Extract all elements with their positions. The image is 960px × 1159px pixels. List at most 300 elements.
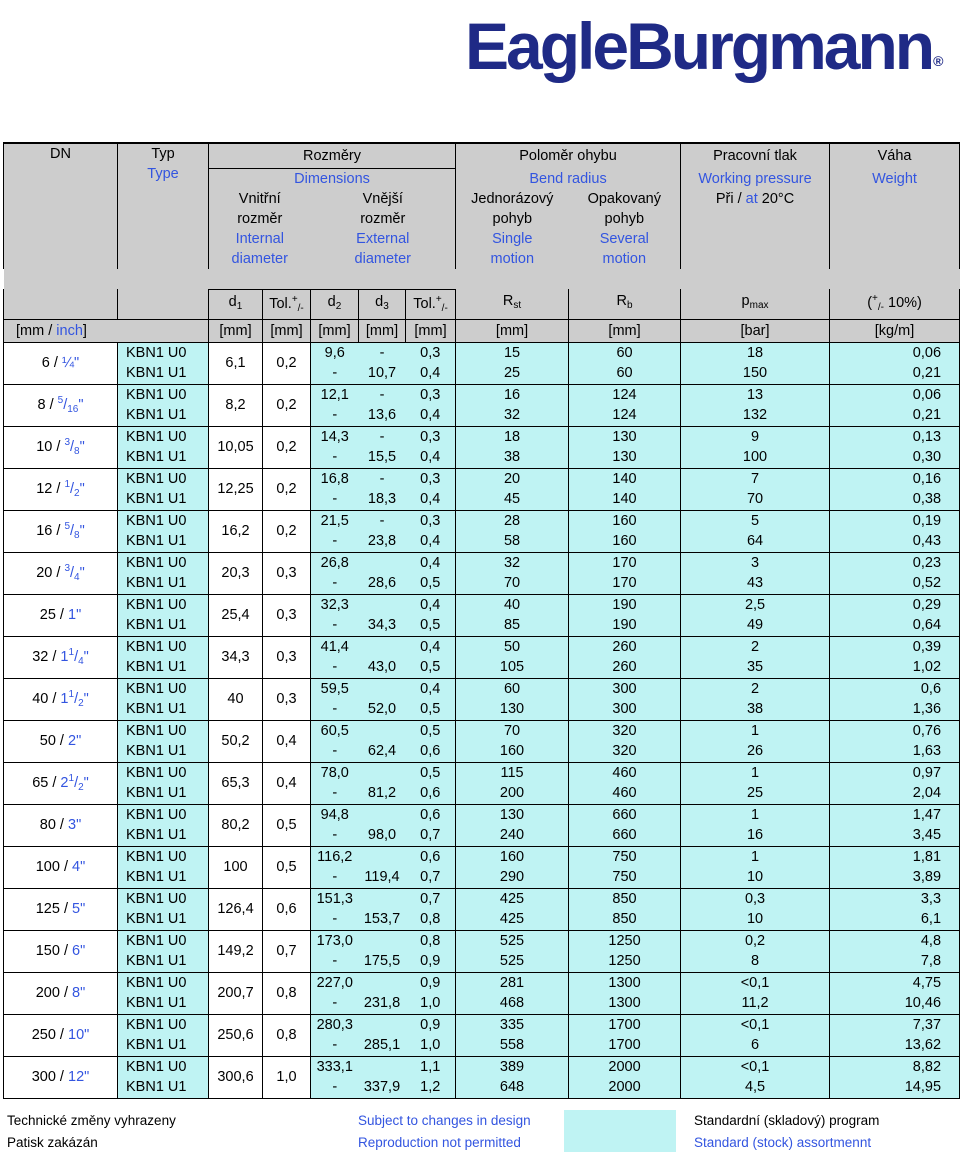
header-dn: DN	[4, 143, 118, 269]
type-cell: KBN1 U1	[118, 699, 209, 720]
d3-cell: 52,0	[359, 699, 406, 720]
rst-cell: 648	[456, 1077, 569, 1098]
weight-cell: 0,76	[830, 720, 960, 741]
d3-cell	[359, 888, 406, 909]
d2-cell: 78,0	[311, 762, 359, 783]
d1-cell: 80,2	[209, 804, 263, 846]
pmax-cell: 35	[681, 657, 830, 678]
symbol-type-blank	[118, 289, 209, 319]
footer	[0, 1110, 960, 1156]
type-cell: KBN1 U1	[118, 993, 209, 1014]
type-cell: KBN1 U0	[118, 888, 209, 909]
dn-inch: $^3/_4$"	[64, 562, 85, 583]
weight-cell: 0,97	[830, 762, 960, 783]
dn-inch: 10"	[68, 1027, 90, 1043]
pmax-cell: 150	[681, 363, 830, 384]
d1-cell: 149,2	[209, 930, 263, 972]
tol2-cell: 0,4	[406, 552, 456, 573]
d2-cell: -	[311, 405, 359, 426]
d1-cell: 16,2	[209, 510, 263, 552]
weight-cell: 0,43	[830, 531, 960, 552]
d2-cell: 60,5	[311, 720, 359, 741]
weight-cell: 0,16	[830, 468, 960, 489]
rst-cell: 45	[456, 489, 569, 510]
tol2-cell: 0,4	[406, 447, 456, 468]
footer-standard-en: Standard (stock) assortmennt	[694, 1135, 872, 1150]
type-cell: KBN1 U0	[118, 468, 209, 489]
d2-cell: -	[311, 615, 359, 636]
pmax-cell: 13	[681, 384, 830, 405]
pmax-cell: 9	[681, 426, 830, 447]
rst-cell: 200	[456, 783, 569, 804]
tol1-cell: 0,3	[263, 552, 311, 594]
d1-cell: 100	[209, 846, 263, 888]
type-cell: KBN1 U0	[118, 1056, 209, 1077]
pmax-cell: 49	[681, 615, 830, 636]
dn-mm: 25	[39, 607, 56, 623]
table-row	[4, 342, 960, 363]
rst-cell: 40	[456, 594, 569, 615]
d2-cell: -	[311, 531, 359, 552]
header-internal-en: Internal diameter	[209, 229, 311, 269]
tol1-cell: 0,3	[263, 678, 311, 720]
dn-cell: $20 / ^3/_4$"	[4, 552, 118, 594]
d1-cell: 20,3	[209, 552, 263, 594]
dn-cell: $10 / ^3/_8$"	[4, 426, 118, 468]
header-external-en: External diameter	[311, 229, 456, 269]
symbol-d3: $d_3$	[359, 289, 406, 319]
table-row	[4, 909, 960, 930]
d2-cell: -	[311, 909, 359, 930]
rst-cell: 50	[456, 636, 569, 657]
unit-d2: [mm]	[311, 319, 359, 342]
dn-mm: 8	[37, 396, 46, 413]
rst-cell: 115	[456, 762, 569, 783]
dn-mm: 32	[32, 648, 49, 665]
type-cell: KBN1 U0	[118, 342, 209, 363]
dn-inch: 12"	[68, 1069, 90, 1085]
weight-cell: 1,63	[830, 741, 960, 762]
table-row	[4, 783, 960, 804]
d2-cell: -	[311, 1077, 359, 1098]
d2-cell: -	[311, 489, 359, 510]
dn-mm: 250	[31, 1027, 56, 1043]
header-dimensions-cz: Rozměry	[209, 143, 456, 169]
type-cell: KBN1 U1	[118, 951, 209, 972]
tol1-cell: 0,3	[263, 636, 311, 678]
tol2-cell: 0,6	[406, 846, 456, 867]
d3-cell: 13,6	[359, 405, 406, 426]
rb-cell: 850	[569, 888, 681, 909]
d2-cell: 26,8	[311, 552, 359, 573]
rst-cell: 28	[456, 510, 569, 531]
type-cell: KBN1 U0	[118, 1014, 209, 1035]
dn-cell: 200 / 8"	[4, 972, 118, 1014]
weight-cell: 7,37	[830, 1014, 960, 1035]
table-row	[4, 468, 960, 489]
dn-mm: 100	[35, 859, 60, 875]
unit-weight: [kg/m]	[830, 319, 960, 342]
tol2-cell: 0,5	[406, 762, 456, 783]
d1-cell: 12,25	[209, 468, 263, 510]
rb-cell: 660	[569, 825, 681, 846]
table-row	[4, 426, 960, 447]
header-single-cz-2: pohyb	[456, 209, 569, 229]
pmax-cell: 11,2	[681, 993, 830, 1014]
d2-cell: 173,0	[311, 930, 359, 951]
rb-cell: 750	[569, 846, 681, 867]
rb-cell: 1300	[569, 972, 681, 993]
dn-mm: 50	[39, 733, 56, 749]
pmax-cell: 64	[681, 531, 830, 552]
dn-inch: ¼"	[61, 355, 80, 371]
d3-cell: 231,8	[359, 993, 406, 1014]
pmax-cell: 16	[681, 825, 830, 846]
tol1-cell: 0,2	[263, 426, 311, 468]
type-cell: KBN1 U1	[118, 909, 209, 930]
pmax-cell: 1	[681, 804, 830, 825]
table-row	[4, 1056, 960, 1077]
d2-cell: 32,3	[311, 594, 359, 615]
dn-cell: $65 / 2^1/_2$"	[4, 762, 118, 804]
tol1-cell: 0,5	[263, 804, 311, 846]
weight-cell: 0,38	[830, 489, 960, 510]
table-row	[4, 825, 960, 846]
d3-cell	[359, 846, 406, 867]
rst-cell: 85	[456, 615, 569, 636]
dn-cell: 300 / 12"	[4, 1056, 118, 1098]
rst-cell: 389	[456, 1056, 569, 1077]
rst-cell: 130	[456, 804, 569, 825]
tol2-cell: 0,4	[406, 531, 456, 552]
tol2-cell: 0,9	[406, 1014, 456, 1035]
rst-cell: 15	[456, 342, 569, 363]
d3-cell: 62,4	[359, 741, 406, 762]
dn-inch: $1^1/_4$"	[60, 646, 89, 667]
tol2-cell: 0,3	[406, 510, 456, 531]
unit-tol2: [mm]	[406, 319, 456, 342]
table-row	[4, 552, 960, 573]
header-weight-en: Weight	[830, 169, 960, 190]
table-row	[4, 363, 960, 384]
header-external-cz-1: Vnější	[311, 189, 456, 209]
rb-cell: 60	[569, 363, 681, 384]
rst-cell: 240	[456, 825, 569, 846]
footer-standard-cz: Standardní (skladový) program	[694, 1113, 880, 1128]
rb-cell: 190	[569, 594, 681, 615]
rst-cell: 20	[456, 468, 569, 489]
tol1-cell: 0,4	[263, 720, 311, 762]
header-several-cz-1: Opakovaný	[569, 189, 681, 209]
tol2-cell: 0,4	[406, 489, 456, 510]
d3-cell: 28,6	[359, 573, 406, 594]
unit-d3: [mm]	[359, 319, 406, 342]
type-cell: KBN1 U1	[118, 531, 209, 552]
type-cell: KBN1 U0	[118, 678, 209, 699]
d2-cell: 333,1	[311, 1056, 359, 1077]
symbol-dn-blank	[4, 289, 118, 319]
d3-cell	[359, 678, 406, 699]
table-row	[4, 741, 960, 762]
unit-tol1: [mm]	[263, 319, 311, 342]
type-cell: KBN1 U0	[118, 930, 209, 951]
dn-inch: 2"	[68, 733, 82, 749]
tol2-cell: 0,5	[406, 615, 456, 636]
rb-cell: 1250	[569, 951, 681, 972]
symbol-d1: $d_1$	[209, 289, 263, 319]
eagleburgmann-logo	[465, 9, 944, 83]
tol2-cell: 1,0	[406, 1035, 456, 1056]
rb-cell: 170	[569, 552, 681, 573]
dn-mm: 40	[32, 690, 49, 707]
weight-cell: 10,46	[830, 993, 960, 1014]
pmax-cell: <0,1	[681, 1056, 830, 1077]
pmax-cell: 2	[681, 678, 830, 699]
pmax-cell: 4,5	[681, 1077, 830, 1098]
symbol-tol2: $Tol.^+_{/-}$	[406, 289, 456, 319]
type-cell: KBN1 U1	[118, 405, 209, 426]
spec-rows	[4, 342, 960, 1098]
table-row	[4, 846, 960, 867]
logo-text: EagleBurgmann	[465, 9, 933, 83]
pmax-cell: 38	[681, 699, 830, 720]
pmax-cell: 43	[681, 573, 830, 594]
rst-cell: 58	[456, 531, 569, 552]
tol2-cell: 0,7	[406, 825, 456, 846]
type-cell: KBN1 U0	[118, 972, 209, 993]
rb-cell: 130	[569, 426, 681, 447]
type-cell: KBN1 U0	[118, 636, 209, 657]
table-row	[4, 951, 960, 972]
rst-cell: 105	[456, 657, 569, 678]
rst-cell: 16	[456, 384, 569, 405]
pmax-cell: 10	[681, 867, 830, 888]
weight-cell: 0,06	[830, 342, 960, 363]
d3-cell: 34,3	[359, 615, 406, 636]
header-single-cz-1: Jednorázový	[456, 189, 569, 209]
dn-cell: 6 / ¼"	[4, 342, 118, 384]
unit-dn: [mm / inch]	[4, 319, 209, 342]
rst-cell: 525	[456, 930, 569, 951]
dn-cell: 80 / 3"	[4, 804, 118, 846]
rb-cell: 1250	[569, 930, 681, 951]
d3-cell: 153,7	[359, 909, 406, 930]
dn-inch: 8"	[72, 985, 86, 1001]
table-row	[4, 510, 960, 531]
unit-pmax: [bar]	[681, 319, 830, 342]
d3-cell	[359, 930, 406, 951]
d2-cell: 94,8	[311, 804, 359, 825]
weight-cell: 6,1	[830, 909, 960, 930]
hose-spec-table	[3, 142, 960, 1099]
d3-cell	[359, 972, 406, 993]
rb-cell: 460	[569, 762, 681, 783]
rst-cell: 32	[456, 552, 569, 573]
d3-cell: 23,8	[359, 531, 406, 552]
tol2-cell: 1,0	[406, 993, 456, 1014]
dn-mm: 10	[36, 438, 53, 455]
pmax-cell: <0,1	[681, 972, 830, 993]
rst-cell: 425	[456, 909, 569, 930]
type-cell: KBN1 U1	[118, 657, 209, 678]
rb-cell: 124	[569, 405, 681, 426]
dn-mm: 200	[35, 985, 60, 1001]
pmax-cell: <0,1	[681, 1014, 830, 1035]
rst-cell: 38	[456, 447, 569, 468]
rst-cell: 70	[456, 573, 569, 594]
d1-cell: 65,3	[209, 762, 263, 804]
weight-cell: 8,82	[830, 1056, 960, 1077]
d1-cell: 8,2	[209, 384, 263, 426]
table-row	[4, 1014, 960, 1035]
footer-reproduction-en: Reproduction not permitted	[358, 1135, 521, 1150]
d2-cell: 16,8	[311, 468, 359, 489]
rb-cell: 160	[569, 510, 681, 531]
table-row	[4, 384, 960, 405]
rst-cell: 468	[456, 993, 569, 1014]
rb-cell: 140	[569, 468, 681, 489]
d3-cell: -	[359, 426, 406, 447]
table-row	[4, 720, 960, 741]
weight-cell: 0,64	[830, 615, 960, 636]
symbol-rb: $R_b$	[569, 289, 681, 319]
rb-cell: 190	[569, 615, 681, 636]
dn-mm: 125	[35, 901, 60, 917]
rb-cell: 260	[569, 657, 681, 678]
rst-cell: 290	[456, 867, 569, 888]
table-row	[4, 657, 960, 678]
dn-cell: 250 / 10"	[4, 1014, 118, 1056]
dn-mm: 80	[39, 817, 56, 833]
d3-cell: 98,0	[359, 825, 406, 846]
d2-cell: 227,0	[311, 972, 359, 993]
rst-cell: 281	[456, 972, 569, 993]
tol2-cell: 0,6	[406, 783, 456, 804]
d3-cell	[359, 1056, 406, 1077]
d3-cell: 175,5	[359, 951, 406, 972]
weight-cell: 4,75	[830, 972, 960, 993]
type-cell: KBN1 U1	[118, 1035, 209, 1056]
weight-cell: 0,19	[830, 510, 960, 531]
type-cell: KBN1 U0	[118, 804, 209, 825]
pmax-cell: 132	[681, 405, 830, 426]
table-row	[4, 1035, 960, 1056]
pmax-cell: 0,2	[681, 930, 830, 951]
header-several-en: Several motion	[569, 229, 681, 269]
unit-rb: [mm]	[569, 319, 681, 342]
tol2-cell: 0,5	[406, 720, 456, 741]
rb-cell: 300	[569, 678, 681, 699]
tol2-cell: 1,2	[406, 1077, 456, 1098]
type-cell: KBN1 U1	[118, 867, 209, 888]
rst-cell: 60	[456, 678, 569, 699]
d3-cell: -	[359, 342, 406, 363]
type-cell: KBN1 U1	[118, 573, 209, 594]
dn-cell: $16 / ^5/_8$"	[4, 510, 118, 552]
rst-cell: 70	[456, 720, 569, 741]
d1-cell: 34,3	[209, 636, 263, 678]
weight-cell: 0,29	[830, 594, 960, 615]
header-single-en: Single motion	[456, 229, 569, 269]
header-working-pressure-cz: Pracovní tlak	[681, 143, 830, 169]
type-cell: KBN1 U1	[118, 741, 209, 762]
pmax-cell: 8	[681, 951, 830, 972]
pmax-cell: 18	[681, 342, 830, 363]
header-external-cz-2: rozměr	[311, 209, 456, 229]
d3-cell	[359, 1014, 406, 1035]
type-cell: KBN1 U0	[118, 510, 209, 531]
rb-cell: 2000	[569, 1056, 681, 1077]
d3-cell	[359, 720, 406, 741]
dn-cell: 150 / 6"	[4, 930, 118, 972]
type-cell: KBN1 U1	[118, 363, 209, 384]
d3-cell: -	[359, 510, 406, 531]
tol2-cell: 0,4	[406, 594, 456, 615]
d3-cell	[359, 804, 406, 825]
type-cell: KBN1 U1	[118, 1077, 209, 1098]
weight-cell: 7,8	[830, 951, 960, 972]
dn-inch: 5"	[72, 901, 86, 917]
dn-cell: 125 / 5"	[4, 888, 118, 930]
weight-cell: 0,6	[830, 678, 960, 699]
tol2-cell: 0,4	[406, 363, 456, 384]
d2-cell: 14,3	[311, 426, 359, 447]
rst-cell: 18	[456, 426, 569, 447]
d2-cell: -	[311, 573, 359, 594]
rb-cell: 1300	[569, 993, 681, 1014]
type-cell: KBN1 U1	[118, 825, 209, 846]
type-cell: KBN1 U0	[118, 720, 209, 741]
tol1-cell: 0,7	[263, 930, 311, 972]
type-cell: KBN1 U0	[118, 762, 209, 783]
table-row	[4, 762, 960, 783]
rb-cell: 660	[569, 804, 681, 825]
rb-cell: 124	[569, 384, 681, 405]
weight-cell: 0,21	[830, 405, 960, 426]
header-pressure-condition: Při / at 20°C	[681, 189, 830, 269]
header-weight-blank	[830, 189, 960, 269]
weight-cell: 0,39	[830, 636, 960, 657]
d3-cell	[359, 552, 406, 573]
tol1-cell: 0,5	[263, 846, 311, 888]
d2-cell: -	[311, 825, 359, 846]
d1-cell: 40	[209, 678, 263, 720]
rst-cell: 32	[456, 405, 569, 426]
dn-cell: $8 / ^5/_{16}$"	[4, 384, 118, 426]
dn-inch: 6"	[72, 943, 86, 959]
table-row	[4, 993, 960, 1014]
unit-rst: [mm]	[456, 319, 569, 342]
tol1-cell: 0,6	[263, 888, 311, 930]
weight-cell: 3,45	[830, 825, 960, 846]
weight-cell: 0,21	[830, 363, 960, 384]
dn-inch: $^5/_{16}$"	[57, 394, 84, 415]
footer-changes-en: Subject to changes in design	[358, 1113, 531, 1128]
weight-cell: 0,06	[830, 384, 960, 405]
rb-cell: 850	[569, 909, 681, 930]
symbol-d2: $d_2$	[311, 289, 359, 319]
tol1-cell: 0,2	[263, 384, 311, 426]
dn-mm: 6	[41, 355, 50, 371]
dn-mm: 150	[35, 943, 60, 959]
dn-mm: 65	[32, 774, 49, 791]
d2-cell: -	[311, 363, 359, 384]
weight-cell: 0,52	[830, 573, 960, 594]
dn-mm: 20	[36, 564, 53, 581]
unit-d1: [mm]	[209, 319, 263, 342]
header-dimensions-en: Dimensions	[209, 169, 456, 190]
d1-cell: 126,4	[209, 888, 263, 930]
